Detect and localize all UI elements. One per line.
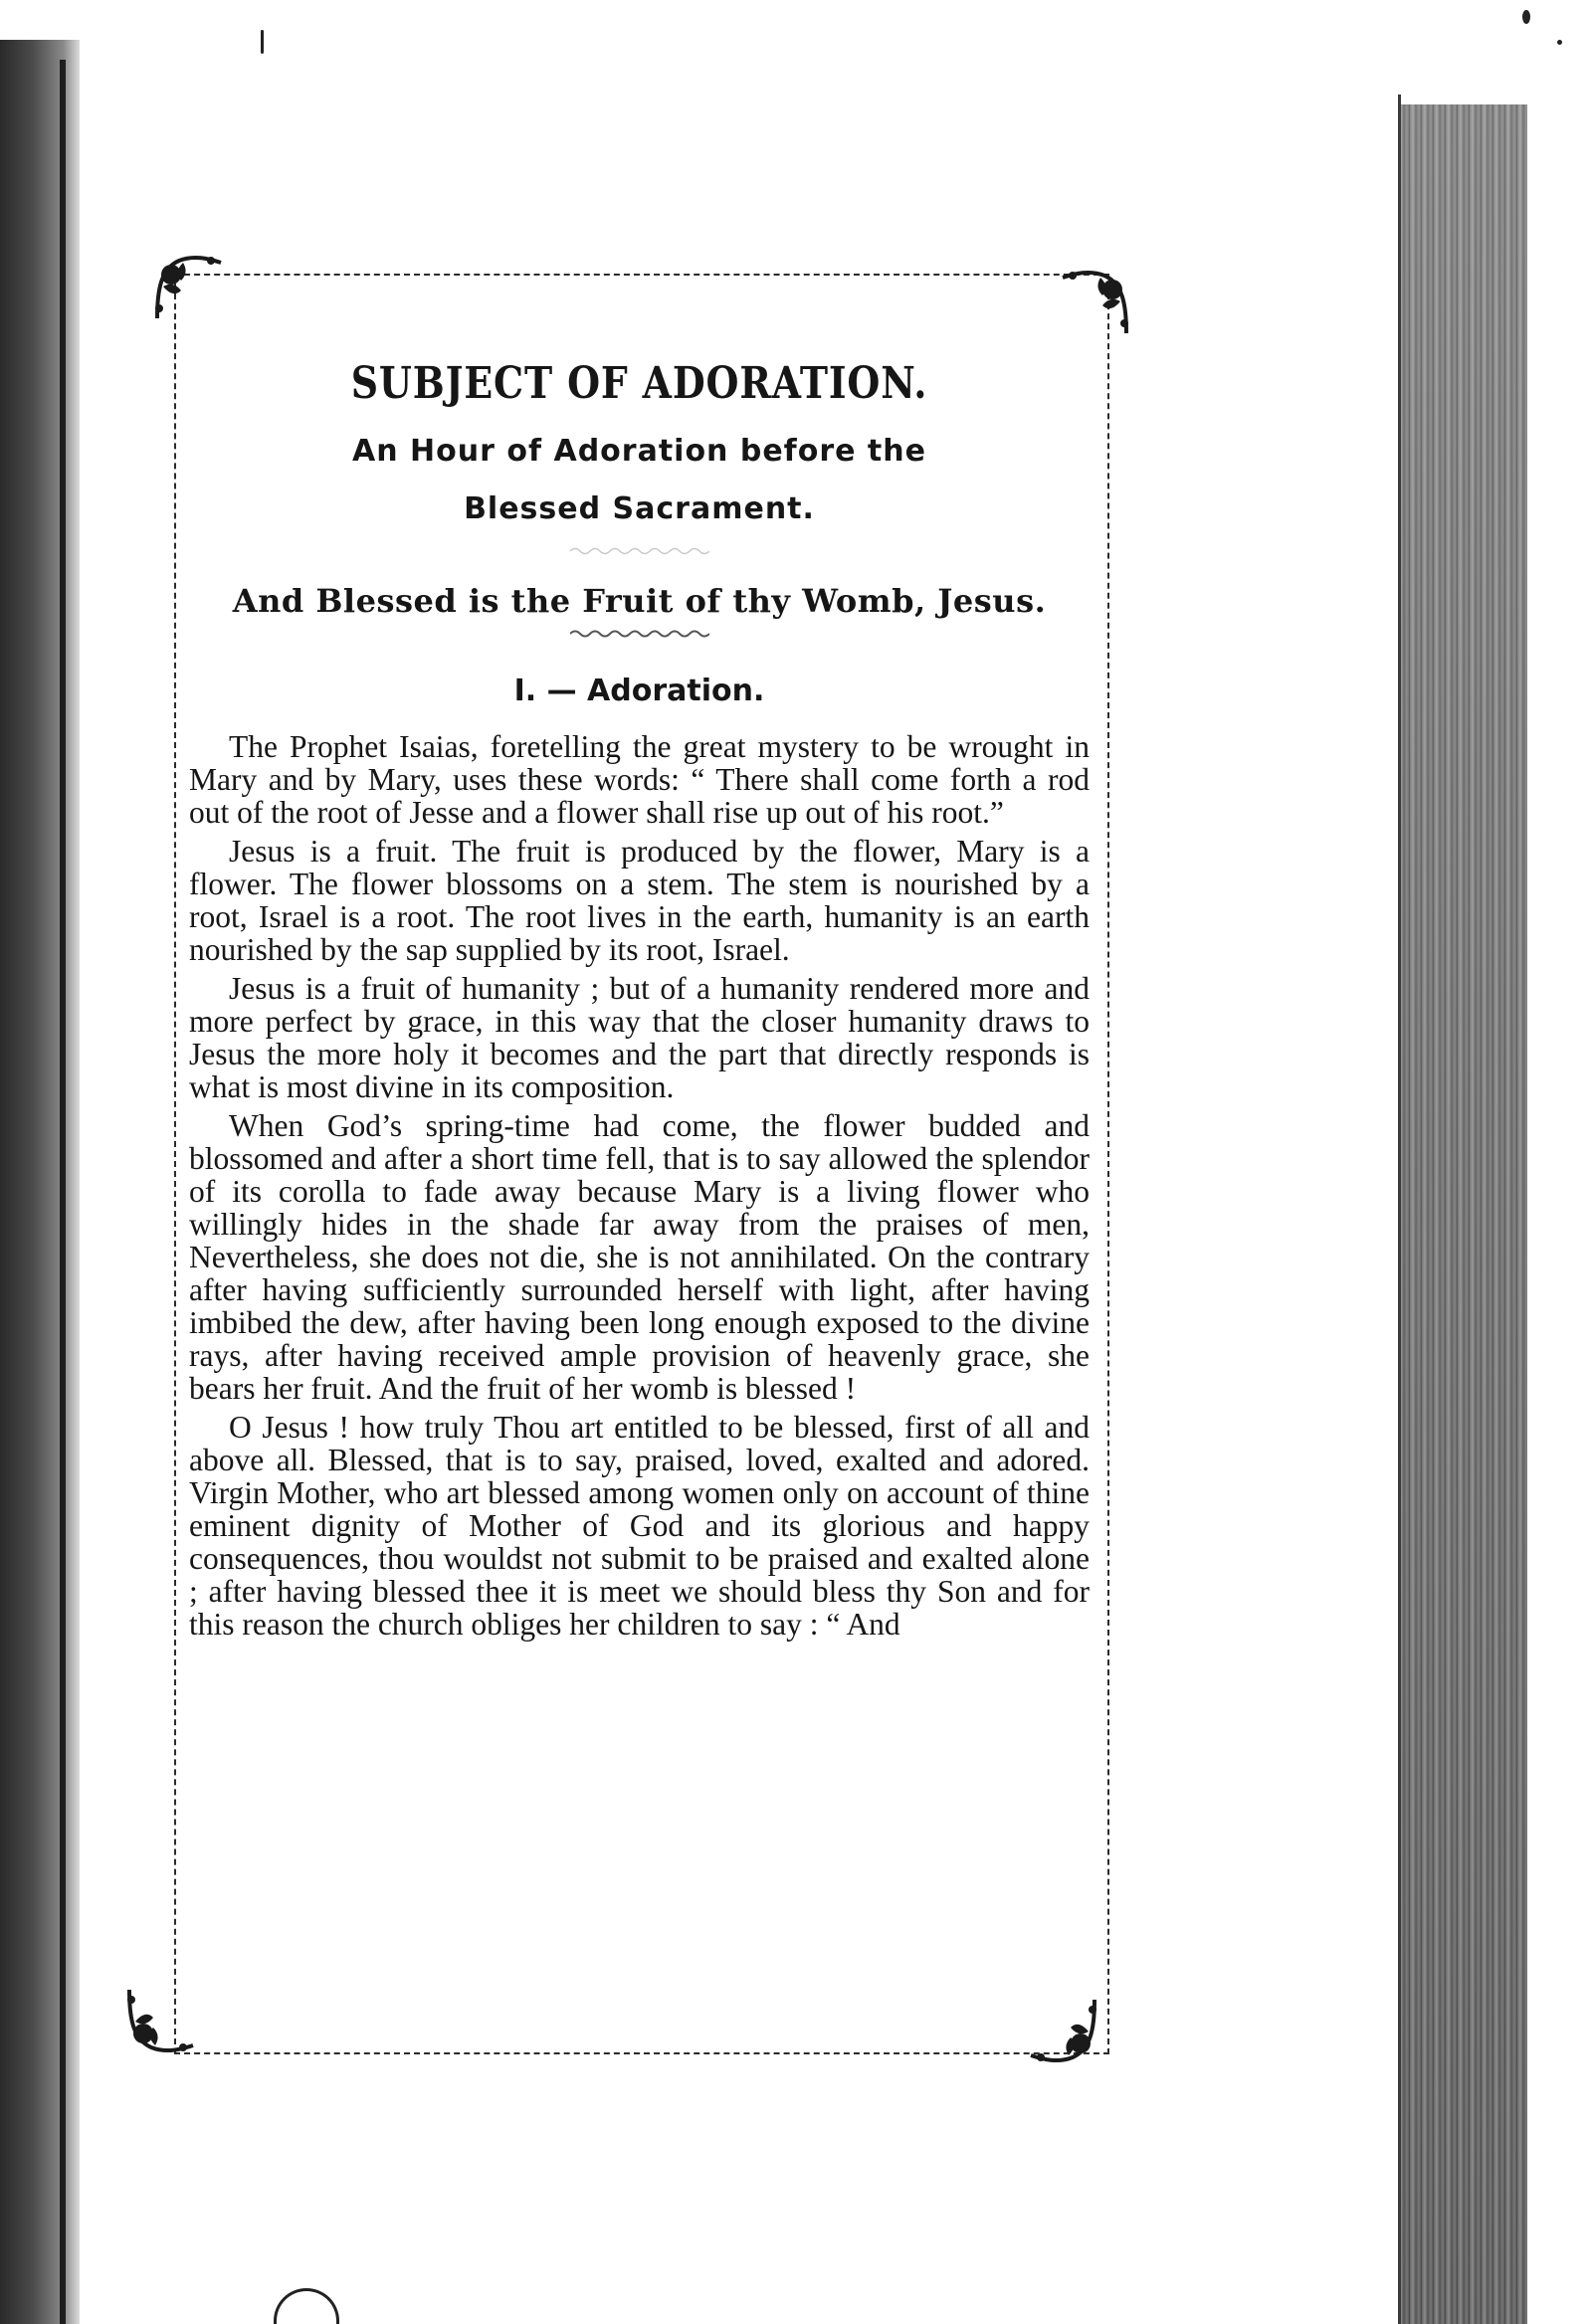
page-edges-shade — [1398, 104, 1527, 2324]
corner-flourish-icon — [121, 1980, 201, 2059]
paragraph: Jesus is a fruit of humanity ; but of a humanity rendered more and more perfect by grace, in this way that the closer humanity draws to Jesus the more holy it becomes and the part that directly responds is what is most divine in its composition. — [189, 971, 1090, 1104]
blackletter-heading: And Blessed is the Fruit of thy Womb, Jesus. — [232, 582, 1047, 620]
paragraph: O Jesus ! how truly Thou art entitled to be blessed, first of all and above all. Blessed, that is to say, praised, loved, exalted and adored. Virgin Mother, who art blessed among women only on account of thine eminent dignity of Mother of God and its glorious and happy consequences, thou wouldst not submit to be praised and exalted alone ; after having blessed thee it is meet we should bless thy Son and for this reason the church obliges her children to say : “ And — [189, 1410, 1090, 1642]
book-spine-left — [0, 40, 80, 2324]
corner-flourish-icon — [1055, 264, 1134, 343]
divider-ornament-icon — [570, 628, 709, 640]
subtitle-line-1: An Hour of Adoration before the — [352, 434, 926, 469]
section-heading: I. — Adoration. — [513, 674, 765, 708]
paragraph: The Prophet Isaias, foretelling the great mystery to be wrought in Mary and by Mary, uses these words: “ There shall come forth a rod out of the root of Jesse and a flower shall rise up out of his root.” — [189, 729, 1090, 830]
page-content — [189, 358, 1090, 1646]
corner-flourish-icon — [1023, 1990, 1102, 2069]
scan-speck — [1522, 10, 1530, 24]
spine-edge-line — [60, 60, 66, 2324]
divider-ornament-icon — [570, 546, 709, 556]
paragraph: Jesus is a fruit. The fruit is produced by the flower, Mary is a flower. The flower blossoms on a stem. The stem is nourished by a root, Israel is a root. The root lives in the earth, humanity is an earth nourished by the sap supplied by its root, Israel. — [189, 834, 1090, 967]
page-title: SUBJECT OF ADORATION. — [350, 358, 928, 409]
subtitle-line-2: Blessed Sacrament. — [464, 491, 815, 526]
paragraph: When God’s spring-time had come, the flower budded and blossomed and after a short time fell, that is to say allowed the splendor of its corolla to fade away because Mary is a living flower who willingly hides in the shade far away from the praises of men, Nevertheless, she does not die, she is not annihilated. On the contrary after having sufficiently surrounded herself with light, after having imbibed the dew, after having been long enough exposed to the divine rays, after having received ample provision of heavenly grace, she bears her fruit. And the fruit of her womb is blessed ! — [189, 1108, 1090, 1406]
scan-speck — [1557, 40, 1562, 45]
scan-speck — [261, 30, 264, 54]
page-edge-line — [1398, 95, 1401, 2324]
corner-flourish-icon — [149, 249, 229, 328]
